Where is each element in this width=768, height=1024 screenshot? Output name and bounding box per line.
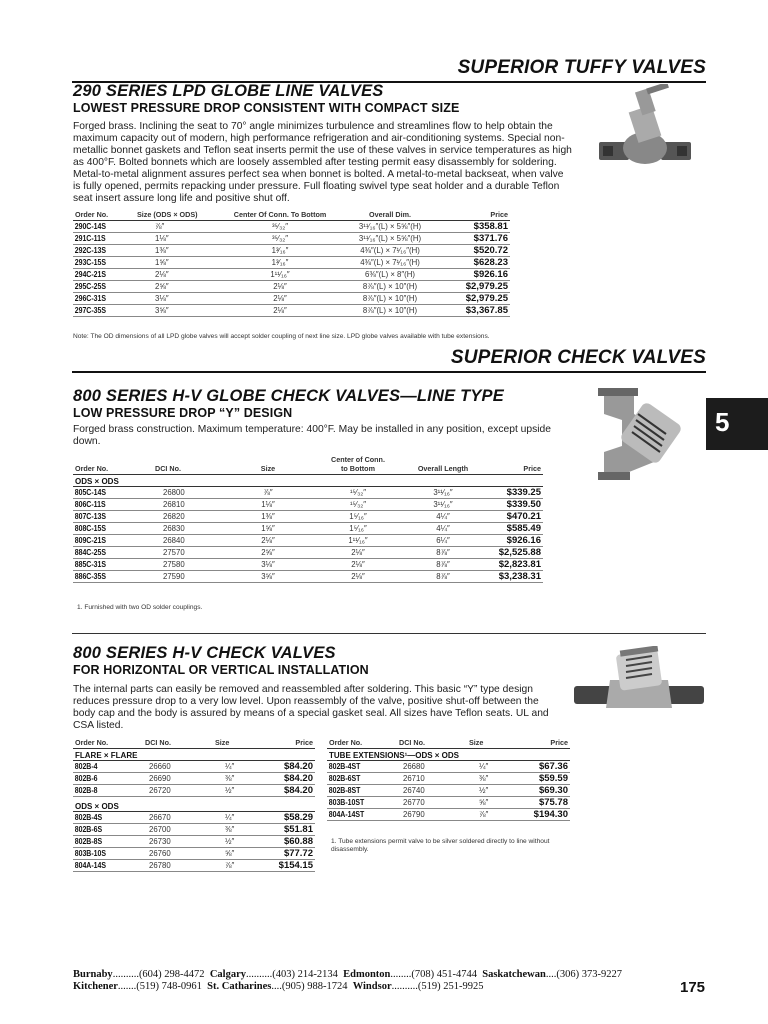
tuffy-description: Forged brass. Inclining the seat to 70° angle minimizes turbulence and streamlines flow to help obtain the maximum capacity out of modern, high performance refrigeration and air-conditioning systems. Special non-metallic bonnet gaskets and Teflon seat inserts permit the use of these valves in service temperatures as high as 400°F. Bolted bonnets which are loosely assembled after testing permit easy disassembly for soldering. Metal-to-metal alignment assures perfect sea when bonnet is bolted. A metal-to-metal backseat, when valve is fully opened, permits repacking under pressure. Full floating swivel type seat holder and a durable Teflon seat insert assure long life and positive shut off. [73,121,572,204]
overall: 8⅞″(L) × 10″(H) [335,305,445,317]
price: $339.50 [483,499,543,511]
dci-no: 27570 [153,547,223,559]
size: ⅜″ [467,773,522,785]
table-row [73,245,510,257]
size: ⅜″ [213,824,268,836]
globe-check-valve-image [594,386,692,484]
footer-city: St. Catharines [207,980,272,992]
size: 1⅝″ [135,257,225,269]
col-dci-no: DCI No. [153,454,223,475]
order-no: 802B-6 [73,773,133,785]
price: $926.16 [483,535,543,547]
order-no: 802B-6S [73,824,133,836]
dci-no: 26710 [397,773,467,785]
dci-no: 26760 [143,848,213,860]
order-no: 802B-6ST [327,773,387,785]
overall-length: 4¼″ [403,523,483,535]
size: 3⅝″ [223,571,313,583]
size: ⅞″ [467,809,522,821]
dci-no: 26720 [143,785,213,797]
price: $358.81 [445,221,510,233]
table-row [73,860,315,872]
size: ¼″ [213,761,268,773]
overall-length: 6¼″ [403,535,483,547]
table-row [73,523,543,535]
col-size: Size [213,737,268,749]
center: 2⅛″ [313,571,403,583]
size: 2⅛″ [135,269,225,281]
dci-no: 27580 [153,559,223,571]
hv-title: 800 SERIES H-V CHECK VALVES [73,644,336,662]
dci-no: 26740 [397,785,467,797]
col-overall: Overall Dim. [335,209,445,221]
globe-valve-image [595,84,695,180]
dci-no: 26840 [153,535,223,547]
overall-length: 3¹¹⁄₁₆″ [403,499,483,511]
table-row [327,785,570,797]
size: ½″ [467,785,522,797]
overall: 3¹¹⁄₁₆″(L) × 5⅝″(H) [335,233,445,245]
footer-contacts [73,969,622,992]
order-no: 805C-14S [73,487,141,499]
overall: 4⅜″(L) × 7¹⁄₁₆″(H) [335,245,445,257]
order-no: 802B-8 [73,785,133,797]
dci-no: 26800 [153,487,223,499]
price: $51.81 [268,824,315,836]
table-row [73,305,510,317]
col-size: Size (ODS × ODS) [135,209,225,221]
tuffy-header [72,57,706,83]
size: 1⅛″ [135,233,225,245]
price: $520.72 [445,245,510,257]
dci-no: 26670 [143,812,213,824]
col-center-line2: to Bottom [341,464,375,473]
price: $194.30 [522,809,570,821]
center: 2⅛″ [225,293,335,305]
col-price: Price [483,454,543,475]
tuffy-title: 290 SERIES LPD GLOBE LINE VALVES [73,82,384,100]
table-row [73,281,510,293]
price: $58.29 [268,812,315,824]
group-row [327,749,570,761]
page-number: 175 [680,979,706,996]
dci-no: 26780 [143,860,213,872]
col-size: Size [223,454,313,475]
tuffy-note: Note: The OD dimensions of all LPD globe valves will accept solder coupling of next line size. LPD globe valves available with tube extensions. [73,333,490,340]
section-divider [72,633,706,634]
price: $3,238.31 [483,571,543,583]
tuffy-subtitle: LOWEST PRESSURE DROP CONSISTENT WITH COMPACT SIZE [73,101,460,115]
footer-dots: .... [271,980,282,992]
col-order-no: Order No. [327,737,397,749]
order-no: 803B-10ST [327,797,387,809]
section-tab: 5 [706,398,768,450]
table-row [73,571,543,583]
order-no: 803B-10S [73,848,133,860]
col-price: Price [445,209,510,221]
group-label: ODS × ODS [73,475,543,487]
size: 1⅛″ [223,499,313,511]
size: 3⅛″ [135,293,225,305]
order-no: 297C-35S [73,305,126,317]
overall-length: 8⅞″ [403,571,483,583]
col-size: Size [467,737,522,749]
check-table-header [73,454,543,475]
check-footnote: 1. Furnished with two OD solder couplings. [77,604,203,611]
hv-footnote: 1. Tube extensions permit valve to be silver soldered directly to line without disassembly. [331,838,550,853]
price: $84.20 [268,761,315,773]
order-no: 290C-14S [73,221,126,233]
size: ⅞″ [135,221,225,233]
group-row [73,797,315,812]
check-subtitle: LOW PRESSURE DROP “Y” DESIGN [73,406,293,420]
order-no: 809C-21S [73,535,141,547]
center: ¹⁵⁄₃₂″ [313,499,403,511]
size: ¼″ [213,812,268,824]
center: 1¹¹⁄₁₆″ [225,269,335,281]
size: ⅝″ [213,848,268,860]
table-row [327,773,570,785]
hv-left-table-header [73,737,315,749]
order-no: 884C-25S [73,547,141,559]
table-row [73,487,543,499]
center: 1³⁄₁₆″ [225,245,335,257]
size: 2⅝″ [135,281,225,293]
footer-dots: .......... [245,969,273,980]
size: ⅜″ [213,773,268,785]
center: ³⁵⁄₃₂″ [225,233,335,245]
price: $77.72 [268,848,315,860]
hv-left-table [73,737,315,872]
order-no: 808C-15S [73,523,141,535]
group-row [73,475,543,487]
footer-dots: ........ [390,969,412,980]
price: $2,979.25 [445,281,510,293]
table-row [73,547,543,559]
table-row [73,559,543,571]
table-row [73,785,315,797]
table-row [73,535,543,547]
price: $67.36 [522,761,570,773]
price: $84.20 [268,785,315,797]
size: ½″ [213,836,268,848]
order-no: 802B-4S [73,812,133,824]
footer-city: Burnaby [73,969,113,980]
table-row [73,511,543,523]
col-order-no: Order No. [73,209,135,221]
footer-city: Calgary [209,969,246,980]
order-no: 807C-13S [73,511,141,523]
order-no: 885C-31S [73,559,141,571]
table-row [73,257,510,269]
table-row [73,761,315,773]
table-row [327,797,570,809]
table-row [73,269,510,281]
overall-length: 3¹¹⁄₁₆″ [403,487,483,499]
check-description: Forged brass construction. Maximum temperature: 400°F. May be installed in any position, except upside down. [73,424,552,447]
overall-length: 8⅞″ [403,547,483,559]
group-label: TUBE EXTENSIONS¹—ODS × ODS [327,749,570,761]
overall: 4⅜″(L) × 7¹⁄₁₆″(H) [335,257,445,269]
center: 1⁵⁄₁₆″ [313,511,403,523]
size: 3⅛″ [223,559,313,571]
footer-city: Saskatchewan [482,969,546,980]
footer-phone: (306) 373-9227 [556,969,622,980]
footer-phone: (708) 451-4744 [411,969,477,980]
check-table [73,454,543,583]
footer-dots: .......... [391,980,418,992]
price: $84.20 [268,773,315,785]
center: 1⁵⁄₁₆″ [313,523,403,535]
order-no: 802B-8S [73,836,133,848]
center: 1¹¹⁄₁₆″ [313,535,403,547]
center: 2⅛″ [313,559,403,571]
footer-phone: (905) 988-1724 [281,980,348,992]
tuffy-table-header [73,209,510,221]
order-no: 293C-15S [73,257,126,269]
tuffy-header-title: SUPERIOR TUFFY VALVES [457,57,706,78]
check-title: 800 SERIES H-V GLOBE CHECK VALVES—LINE TYPE [73,387,504,405]
check-header-title: SUPERIOR CHECK VALVES [450,347,706,368]
footer-dots: ....... [117,980,137,992]
col-dci-no: DCI No. [143,737,213,749]
order-no: 804A-14ST [327,809,387,821]
size: 1⅝″ [223,523,313,535]
table-row [73,233,510,245]
col-center-line1: Center of Conn. [331,455,385,464]
hv-right-table [327,737,570,821]
size: ⅞″ [213,860,268,872]
center: 1³⁄₁₆″ [225,257,335,269]
size: ⅞″ [223,487,313,499]
footer-dots: .......... [112,969,139,980]
hv-right-table-header [327,737,570,749]
col-price: Price [522,737,570,749]
col-center: Center Of Conn. To Bottom [225,209,335,221]
order-no: 806C-11S [73,499,141,511]
dci-no: 26790 [397,809,467,821]
price: $585.49 [483,523,543,535]
hv-description: The internal parts can easily be removed and reassembled after soldering. This basic “Y” type design reduces pressure drop to a very low level. Upon reassembly of the valve, positive shut-off between the body cap and the body is assured by means of a special gasket seal. All sizes have Teflon seats. UL and CSA listed. [73,684,549,731]
size: ⅝″ [467,797,522,809]
overall-length: 4¼″ [403,511,483,523]
table-row [73,293,510,305]
center: 2⅛″ [225,305,335,317]
table-row [73,773,315,785]
table-row [73,221,510,233]
overall: 8⅞″(L) × 10″(H) [335,281,445,293]
col-order-no: Order No. [73,737,143,749]
order-no: 886C-35S [73,571,141,583]
price: $59.59 [522,773,570,785]
size: ½″ [213,785,268,797]
group-label: FLARE × FLARE [73,749,315,761]
hv-subtitle: FOR HORIZONTAL OR VERTICAL INSTALLATION [73,663,369,677]
footer-city: Windsor [352,980,392,992]
footer-phone: (519) 748-0961 [136,980,202,992]
footer-dots: .... [545,969,557,980]
footer-line-1 [73,969,622,981]
col-overall-length: Overall Length [403,454,483,475]
dci-no: 26820 [153,511,223,523]
center: ³⁵⁄₃₂″ [225,221,335,233]
footer-phone: (604) 298-4472 [138,969,205,980]
footer-city: Edmonton [343,969,391,980]
footer-city: Kitchener [73,980,118,992]
dci-no: 27590 [153,571,223,583]
price: $3,367.85 [445,305,510,317]
price: $2,979.25 [445,293,510,305]
footer-phone: (403) 214-2134 [272,969,338,980]
table-row [73,499,543,511]
col-center [313,454,403,475]
footer-line-2 [73,981,622,993]
dci-no: 26810 [153,499,223,511]
dci-no: 26680 [397,761,467,773]
center: 2⅛″ [225,281,335,293]
table-row [327,809,570,821]
overall: 8⅞″(L) × 10″(H) [335,293,445,305]
dci-no: 26730 [143,836,213,848]
dci-no: 26700 [143,824,213,836]
size: 2⅝″ [223,547,313,559]
table-row [73,836,315,848]
check-header-rule [72,371,706,373]
price: $154.15 [268,860,315,872]
dci-no: 26660 [143,761,213,773]
order-no: 802B-4 [73,761,133,773]
price: $75.78 [522,797,570,809]
order-no: 802B-4ST [327,761,387,773]
check-valve-image [572,646,706,722]
tuffy-table [73,209,510,317]
price: $69.30 [522,785,570,797]
footer-phone: (519) 251-9925 [417,980,484,992]
dci-no: 26770 [397,797,467,809]
check-header [72,347,706,373]
table-row [73,812,315,824]
overall-length: 8⅞″ [403,559,483,571]
group-row [73,749,315,761]
order-no: 804A-14S [73,860,133,872]
order-no: 294C-21S [73,269,126,281]
price: $60.88 [268,836,315,848]
size: 2⅛″ [223,535,313,547]
order-no: 292C-13S [73,245,126,257]
table-row [73,848,315,860]
price: $628.23 [445,257,510,269]
price: $2,823.81 [483,559,543,571]
center: 2⅛″ [313,547,403,559]
overall: 3¹¹⁄₁₆″(L) × 5⅝″(H) [335,221,445,233]
price: $2,525.88 [483,547,543,559]
center: ¹⁵⁄₃₂″ [313,487,403,499]
price: $470.21 [483,511,543,523]
col-price: Price [268,737,315,749]
col-dci-no: DCI No. [397,737,467,749]
dci-no: 26690 [143,773,213,785]
table-row [73,824,315,836]
price: $926.16 [445,269,510,281]
col-order-no: Order No. [73,454,153,475]
size: 1⅜″ [135,245,225,257]
dci-no: 26830 [153,523,223,535]
group-label: ODS × ODS [73,797,315,812]
overall: 6⅜″(L) × 8″(H) [335,269,445,281]
size: 3⅝″ [135,305,225,317]
size: ¼″ [467,761,522,773]
size: 1⅜″ [223,511,313,523]
table-row [327,761,570,773]
order-no: 295C-25S [73,281,126,293]
order-no: 802B-8ST [327,785,387,797]
price: $371.76 [445,233,510,245]
order-no: 296C-31S [73,293,126,305]
price: $339.25 [483,487,543,499]
order-no: 291C-11S [73,233,126,245]
